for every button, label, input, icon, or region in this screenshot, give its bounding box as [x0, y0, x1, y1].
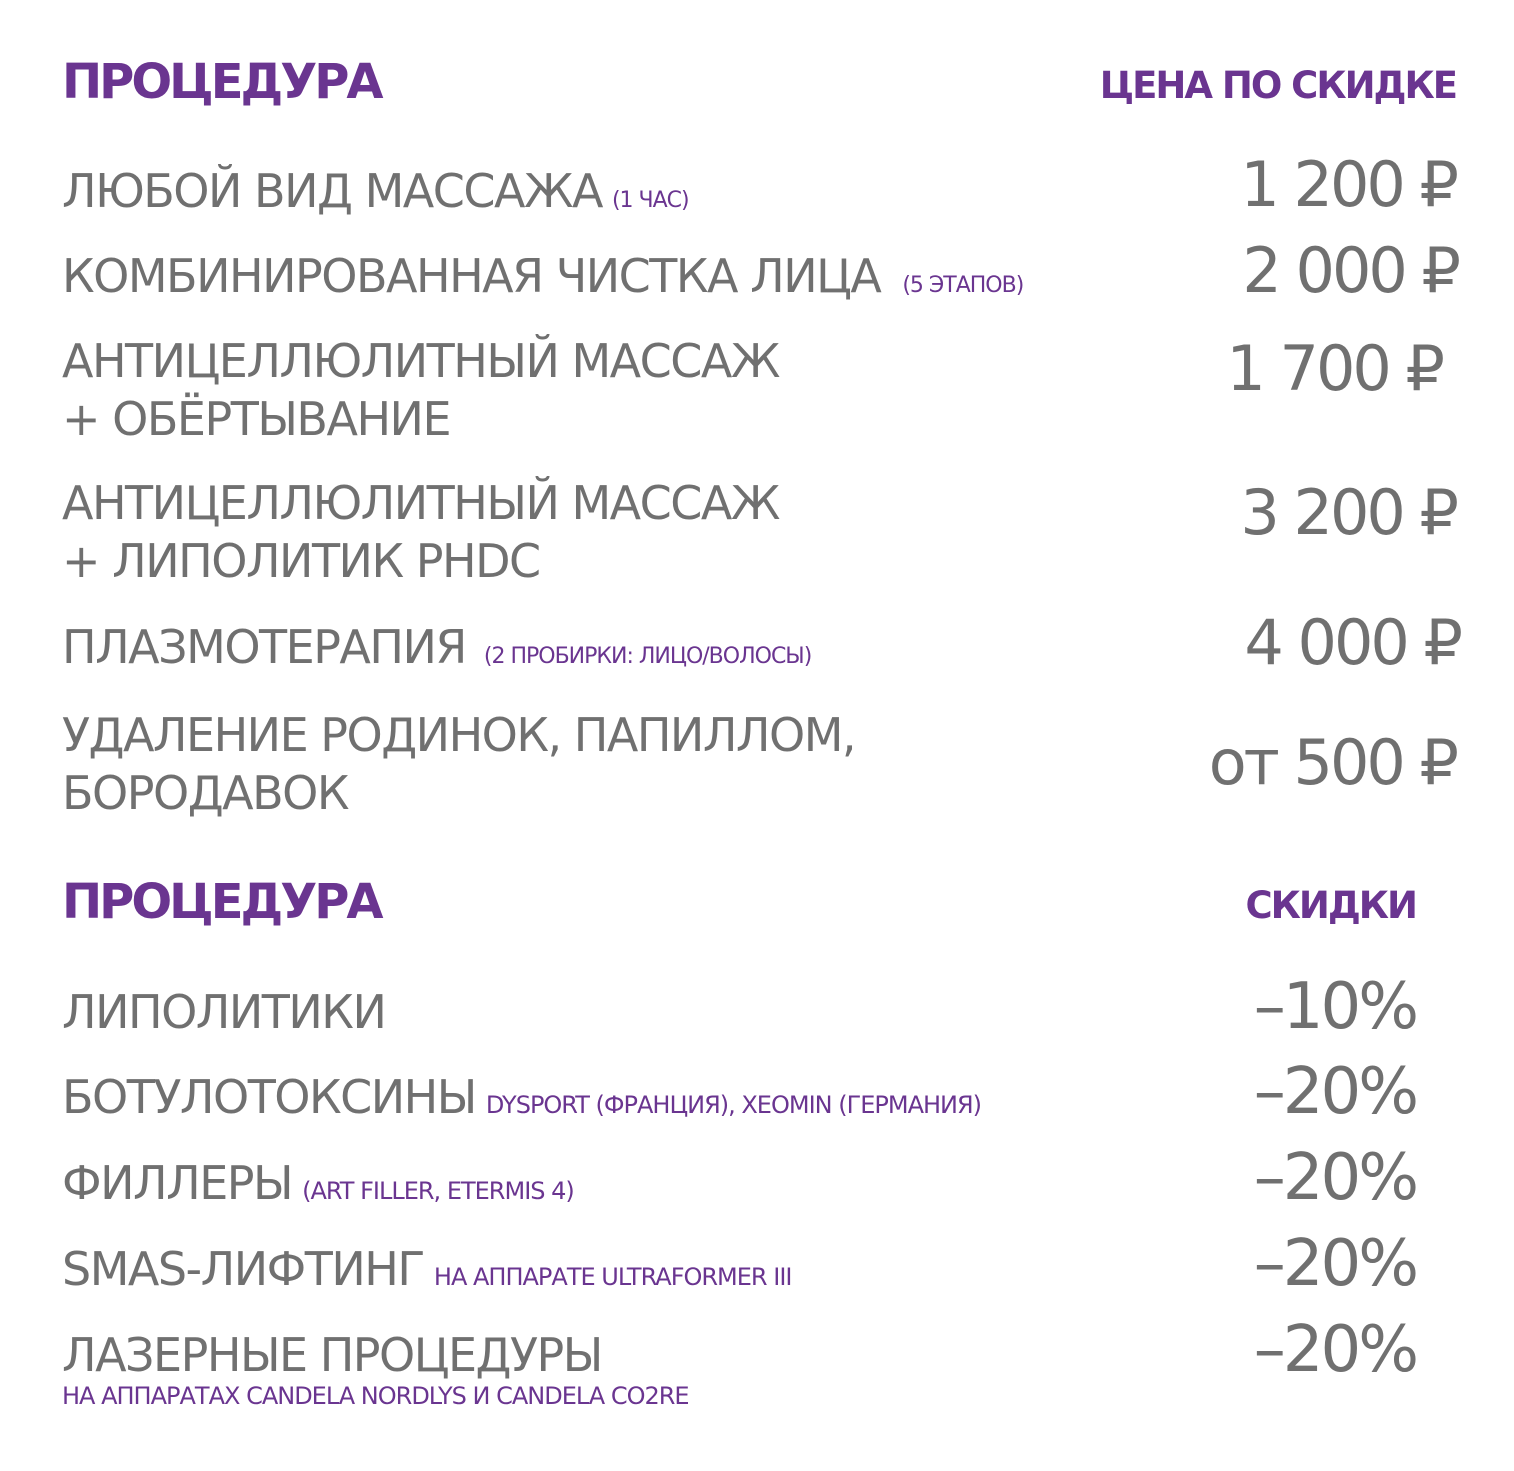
discount-name: ЛИПОЛИТИКИ [62, 985, 386, 1039]
discount-subnote: НА АППАРАТАХ CANDELA NORDLYS И CANDELA CO2RE [62, 1382, 689, 1410]
service-price: 3 200 ₽ [1240, 476, 1456, 549]
discount-row-botulotoxins [62, 1068, 981, 1134]
discount-value: –20% [1253, 1141, 1416, 1215]
service-name-line2: + ОБЁРТЫВАНИЕ [62, 392, 451, 446]
discount-row-fillers [62, 1154, 574, 1220]
discount-name: ФИЛЛЕРЫ [62, 1156, 293, 1210]
discount-row-laser [62, 1326, 602, 1384]
service-note: (1 ЧАС) [611, 188, 689, 213]
service-row-mole-removal [62, 706, 855, 822]
service-name-line1: АНТИЦЕЛЛЮЛИТНЫЙ МАССАЖ [62, 334, 779, 388]
section2-header-procedure: ПРОЦЕДУРА [62, 874, 381, 930]
service-row-massage [62, 162, 689, 230]
service-price: 1 700 ₽ [1226, 332, 1442, 405]
section1-header-procedure: ПРОЦЕДУРА [62, 54, 381, 110]
service-name-line1: АНТИЦЕЛЛЮЛИТНЫЙ МАССАЖ [62, 476, 779, 530]
discount-name: SMAS-ЛИФТИНГ [62, 1242, 424, 1296]
service-note: (2 ПРОБИРКИ: ЛИЦО/ВОЛОСЫ) [483, 644, 812, 669]
service-price: 4 000 ₽ [1244, 606, 1460, 679]
service-name-line1: УДАЛЕНИЕ РОДИНОК, ПАПИЛЛОМ, [62, 708, 856, 762]
service-price: 1 200 ₽ [1240, 148, 1456, 221]
discount-value: –20% [1253, 1313, 1416, 1387]
discount-name: ЛАЗЕРНЫЕ ПРОЦЕДУРЫ [62, 1328, 602, 1382]
discount-value: –20% [1253, 1055, 1416, 1129]
service-row-plasmotherapy [62, 618, 811, 686]
service-row-anticellulite-wrap [62, 332, 779, 448]
service-name: КОМБИНИРОВАННАЯ ЧИСТКА ЛИЦА [62, 249, 881, 303]
discount-row-smas-lifting [62, 1240, 791, 1306]
discount-note: НА АППАРАТЕ ULTRAFORMER III [433, 1263, 792, 1291]
discount-note: DYSPORT (ФРАНЦИЯ), XEOMIN (ГЕРМАНИЯ) [485, 1091, 982, 1119]
service-name: ЛЮБОЙ ВИД МАССАЖА [62, 164, 602, 218]
service-row-face-cleaning [62, 247, 1023, 315]
discount-note: (ART FILLER, ETERMIS 4) [302, 1177, 574, 1205]
service-name: ПЛАЗМОТЕРАПИЯ [62, 620, 466, 674]
service-name-line2: БОРОДАВОК [62, 766, 349, 820]
service-name-line2: + ЛИПОЛИТИК PHDC [62, 534, 540, 588]
service-row-anticellulite-lipolytic [62, 474, 779, 590]
section2-header-discounts: СКИДКИ [1245, 884, 1416, 927]
service-note: (5 ЭТАПОВ) [902, 273, 1024, 298]
service-price: от 500 ₽ [1208, 726, 1456, 799]
service-price: 2 000 ₽ [1242, 234, 1458, 307]
discount-name: БОТУЛОТОКСИНЫ [62, 1070, 476, 1124]
section1-header-price: ЦЕНА ПО СКИДКЕ [1099, 64, 1456, 107]
discount-row-lipolytics [62, 983, 385, 1041]
discount-value: –10% [1253, 970, 1416, 1044]
discount-value: –20% [1253, 1227, 1416, 1301]
